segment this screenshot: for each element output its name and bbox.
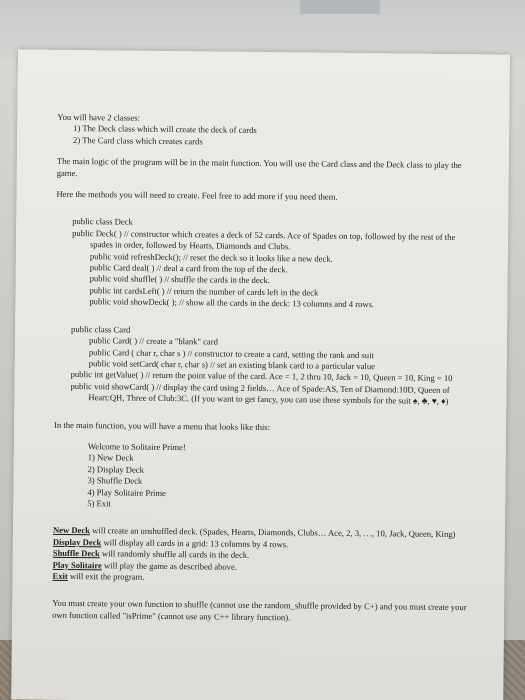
card-getvalue-method: public int getValue( ) // return the point value of the card. Ace = 1, 2 thru 10, Jack = 10, Queen = 10, King = 10 <box>70 369 453 384</box>
methods-intro: Here the methods you will need to create. Feel free to add more if you need them. <box>56 188 338 202</box>
term-shuffle-deck: Shuffle Deck <box>52 548 100 559</box>
description-text: will display all cards in a grid: 13 columns by 4 rows. <box>101 537 289 550</box>
card-method: public Card( ) // create a "blank" card <box>88 335 218 347</box>
list-item: 1) The Deck class which will create the deck of cards <box>73 123 257 136</box>
deck-class-header: public class Deck <box>72 216 133 228</box>
list-item: 2) The Card class which creates cards <box>73 134 203 147</box>
deck-method: public void shuffle( ) // shuffle the cards in the deck. <box>89 273 271 286</box>
main-logic-paragraph: The main logic of the program will be in the main function. You will use the Card class and the Deck class to play the game. <box>56 156 462 178</box>
term-new-deck: New Deck <box>52 525 91 536</box>
term-display-deck: Display Deck <box>52 536 102 548</box>
menu-title: Welcome to Solitaire Prime! <box>87 441 186 453</box>
menu-item: 2) Display Deck <box>87 463 145 475</box>
footer-paragraph: You must create your own function to shuffle (cannot use the random_shuffle provided by C+) and you must create your own function called "isPrime" (cannot use any C++ library function). <box>52 598 467 623</box>
menu-intro: In the main function, you will have a menu that looks like this: <box>54 419 271 432</box>
card-method: public void setCard( char r, char s) // set an existing blank card to a particular value <box>88 358 376 372</box>
description-text: will create an unshuffled deck. (Spades, Hearts, Diamonds, Clubs… Ace, 2, 3, …, 10, Jack, Queen, King) <box>89 525 456 540</box>
description-text: will exit the program. <box>67 570 145 582</box>
intro-line: You will have 2 classes: <box>57 111 141 123</box>
menu-item: 1) New Deck <box>87 452 134 463</box>
deck-method: public void refreshDeck(); // reset the deck so it looks like a new deck. <box>89 250 333 264</box>
card-class-block <box>54 324 475 408</box>
menu-descriptions <box>52 525 473 586</box>
assignment-text <box>52 112 477 626</box>
term-exit: Exit <box>52 570 68 581</box>
card-class-header: public class Card <box>71 323 131 335</box>
paper-sheet <box>11 49 510 700</box>
card-showcard-method: public void showCard( ) // display the card using 2 fields… Ace of Spade:AS, Ten of Diamond:10D, Queen of Heart:QH, Three of Club:3C. (If you want to get fancy, you can use these symbols for the suit ♠, ♣, ♥, ♦) <box>70 380 450 407</box>
deck-method: public void showDeck( ); // show all the cards in the deck: 13 columns and 4 rows. <box>89 296 375 310</box>
menu-item: 4) Play Solitaire Prime <box>87 486 166 498</box>
menu-listing <box>53 441 474 514</box>
deck-method: public int cardsLeft( ) // return the number of cards left in the deck <box>89 285 319 298</box>
menu-item: 5) Exit <box>87 498 111 509</box>
description-text: will randomly shuffle all cards in the deck. <box>99 548 250 561</box>
deck-constructor: public Deck( ) // constructor which creates a deck of 52 cards. Ace of Spades on top, followed by the rest of the spades in order, followed by Hearts, Diamonds and Clubs. <box>72 227 456 252</box>
card-method: public Card ( char r, char s ) // constructor to create a card, setting the rank and suit <box>88 346 374 360</box>
deck-method: public Card deal( ) // deal a card from the top of the deck. <box>89 262 288 275</box>
deck-class-block <box>55 216 476 312</box>
classes-list <box>57 123 477 150</box>
background-fixture <box>300 0 380 14</box>
menu-item: 3) Shuffle Deck <box>87 475 143 486</box>
term-play-solitaire: Play Solitaire <box>52 559 102 570</box>
description-text: will play the game as described above. <box>101 559 238 572</box>
